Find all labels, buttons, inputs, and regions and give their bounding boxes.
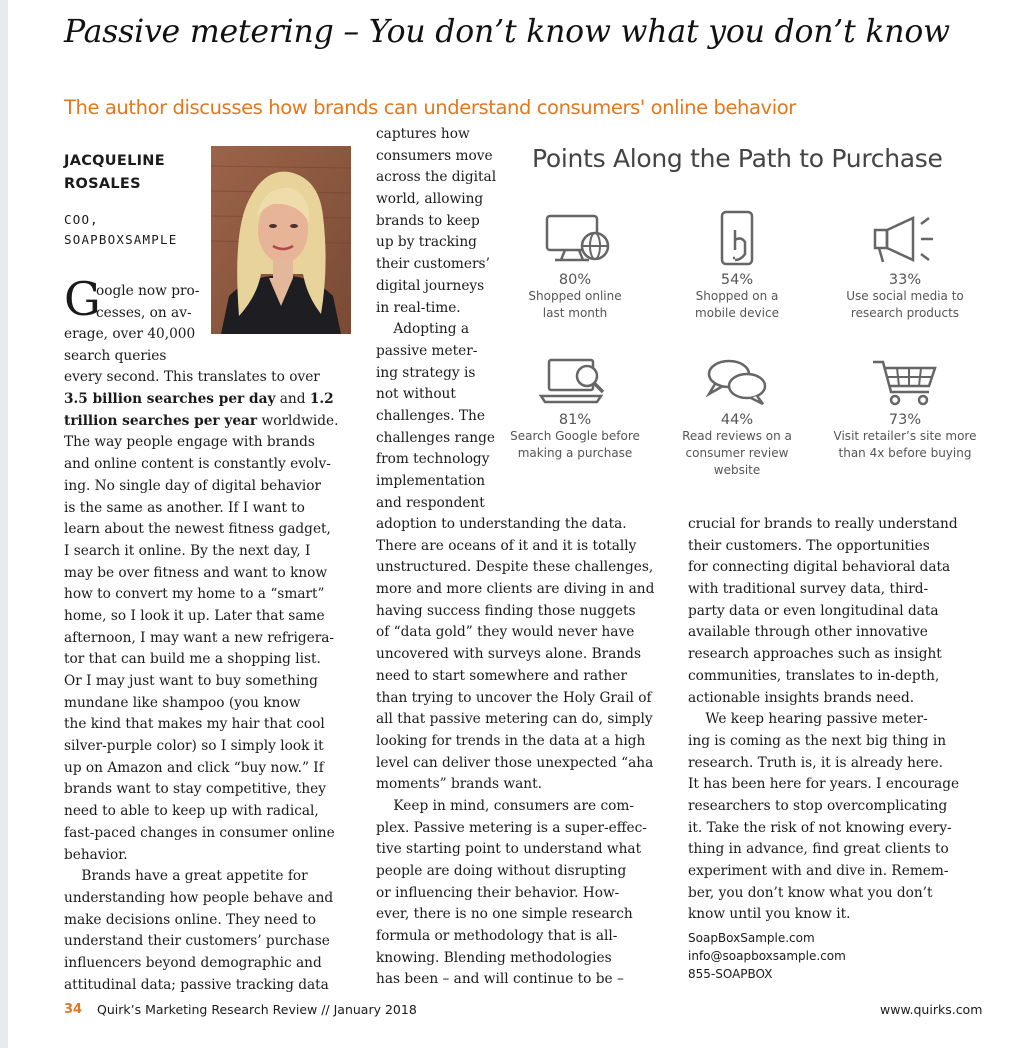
author-name-line: JACQUELINE: [64, 153, 165, 169]
stat-percent: 44%: [720, 412, 754, 428]
text-line-bold: [64, 389, 338, 411]
stat-percent: 54%: [720, 272, 754, 288]
stat-search-google: [500, 354, 650, 462]
stat-description: mobile device: [695, 306, 779, 320]
text-line: every second. This translates to over: [64, 369, 320, 386]
stat-description: consumer review website: [685, 446, 789, 477]
text-line: level can deliver those unexpected “aha: [376, 754, 654, 771]
text-line: understand their customers’ purchase: [64, 933, 330, 950]
text-line: all that passive metering can do, simply: [376, 711, 653, 728]
text-line: Adopting a: [376, 321, 470, 338]
stat-percent: 73%: [888, 412, 922, 428]
text-line: may be over fitness and want to know: [64, 564, 328, 581]
text-line: how to convert my home to a “smart”: [64, 586, 325, 603]
text-line: formula or methodology that is all-: [376, 928, 618, 945]
text-line: in real-time.: [376, 299, 461, 316]
text-line: research. Truth is, it is already here.: [688, 754, 943, 771]
infographic-path-to-purchase: [510, 140, 975, 480]
drop-cap: G: [64, 272, 101, 326]
text-line: communities, translates to in-depth,: [688, 667, 940, 684]
column-2-narrow: [376, 124, 496, 514]
contact-email: info@soapboxsample.com: [688, 949, 846, 963]
text-line: uncovered with surveys alone. Brands: [376, 646, 641, 663]
stat-description: Shopped online: [528, 289, 622, 303]
text-line: make decisions online. They need to: [64, 911, 317, 928]
text-line: moments” brands want.: [376, 776, 542, 793]
chat-bubbles-icon: [697, 354, 777, 410]
text-line: Keep in mind, consumers are com-: [376, 797, 634, 814]
text-line: digital journeys: [376, 277, 485, 294]
text-line: We keep hearing passive meter-: [688, 711, 928, 728]
laptop-search-icon: [535, 354, 615, 410]
stat-percent: 81%: [558, 412, 592, 428]
page-number: 34: [64, 1002, 83, 1017]
author-title-line: COO,: [64, 212, 99, 227]
text-line: has been – and will continue to be –: [376, 971, 624, 988]
phone-tap-icon: [697, 210, 777, 270]
text-line: brands to keep: [376, 212, 480, 229]
text-line: behavior.: [64, 846, 128, 863]
bold-stat: 1.2: [309, 391, 334, 408]
text-line: ing strategy is: [376, 364, 476, 381]
text-line: It has been here for years. I encourage: [688, 776, 960, 793]
text-line: and online content is constantly evolv-: [64, 456, 331, 473]
text-line: their customers’: [376, 256, 490, 273]
text-line: unstructured. Despite these challenges,: [376, 559, 654, 576]
text-line: oogle now pro-: [96, 283, 200, 299]
text-line: learn about the newest fitness gadget,: [64, 521, 331, 538]
text-line: erage, over 40,000: [64, 326, 196, 342]
stat-description: Visit retailer’s site more: [833, 429, 977, 443]
text-line: experiment with and dive in. Remem-: [688, 863, 949, 879]
infographic-title: Points Along the Path to Purchase: [532, 144, 943, 173]
stat-description: Use social media to: [846, 289, 964, 303]
publication-name: Quirk’s Marketing Research Review // January 2018: [97, 1002, 417, 1017]
text-line: ing. No single day of digital behavior: [64, 477, 322, 494]
text-line: it. Take the risk of not knowing every-: [688, 819, 952, 836]
text-line: There are oceans of it and it is totally: [376, 537, 637, 554]
article-title: Passive metering – You don’t know what you don’t know: [64, 14, 950, 50]
article-subtitle: The author discusses how brands can understand consumers' online behavior: [64, 96, 796, 119]
text-line: from technology: [376, 451, 490, 468]
text-line: ing is coming as the next big thing in: [688, 732, 947, 749]
text-line: is the same as another. If I want to: [64, 499, 305, 516]
text-line: know until you know it.: [688, 906, 851, 923]
column-3: [688, 514, 959, 926]
contact-phone: 855-SOAPBOX: [688, 967, 773, 981]
text-fragment: worldwide.: [257, 412, 339, 429]
column-1-body: [64, 324, 338, 996]
text-line: not without: [376, 386, 456, 403]
stat-description: Shopped on a: [695, 289, 779, 303]
text-line: or influencing their behavior. How-: [376, 884, 620, 901]
text-line: fast-paced changes in consumer online: [64, 824, 335, 841]
text-line: home, so I look it up. Later that same: [64, 607, 325, 624]
publication-url[interactable]: www.quirks.com: [880, 1002, 983, 1017]
text-line: afternoon, I may want a new refrigera-: [64, 629, 335, 646]
author-title: [64, 210, 177, 250]
text-line: silver-purple color) so I simply look it: [64, 738, 324, 755]
author-name: [64, 150, 165, 196]
column-2-wide: [376, 514, 654, 991]
text-line: researchers to stop overcomplicating: [688, 797, 948, 814]
text-line: need to start somewhere and rather: [376, 667, 628, 684]
contact-website: SoapBoxSample.com: [688, 931, 815, 945]
text-line: ever, there is no one simple research: [376, 906, 633, 923]
bold-stat: trillion searches per year: [64, 412, 258, 429]
text-line: search queries: [64, 347, 167, 364]
text-line: tor that can build me a shopping list.: [64, 651, 321, 668]
author-title-line: SOAPBOXSAMPLE: [64, 232, 178, 247]
text-line: world, allowing: [376, 191, 484, 208]
text-line-bold: [64, 411, 338, 433]
text-line: implementation: [376, 473, 486, 489]
text-line: the kind that makes my hair that cool: [64, 716, 325, 733]
text-line: having success finding those nuggets: [376, 602, 636, 619]
stat-social-media: [830, 210, 980, 322]
stat-description: Search Google before: [510, 429, 640, 443]
text-line: Or I may just want to buy something: [64, 673, 318, 689]
text-line: Brands have a great appetite for: [64, 868, 308, 885]
author-name-line: ROSALES: [64, 176, 141, 192]
text-line: across the digital: [376, 169, 497, 186]
shopping-cart-icon: [865, 354, 945, 410]
text-line: thing in advance, find great clients to: [688, 841, 949, 858]
text-line: looking for trends in the data at a high: [376, 732, 646, 749]
text-line: influencers beyond demographic and: [64, 954, 322, 971]
stat-percent: 80%: [558, 272, 592, 288]
megaphone-icon: [865, 210, 945, 270]
text-line: with traditional survey data, third-: [688, 581, 929, 598]
text-line: plex. Passive metering is a super-effec-: [376, 819, 647, 836]
column-1-intro: [96, 281, 199, 324]
text-line: passive meter-: [376, 342, 478, 359]
author-photo: [211, 146, 351, 334]
text-line: attitudinal data; passive tracking data: [64, 976, 329, 993]
text-line: up by tracking: [376, 234, 477, 251]
stat-description: making a purchase: [517, 446, 633, 460]
stat-description: Read reviews on a: [682, 429, 792, 443]
text-line: for connecting digital behavioral data: [688, 559, 951, 576]
stat-description: research products: [850, 306, 960, 320]
text-line: of “data gold” they would never have: [376, 624, 635, 641]
text-line: ber, you don’t know what you don’t: [688, 884, 933, 901]
text-line: consumers move: [376, 147, 493, 164]
stat-mobile-device: [662, 210, 812, 322]
text-line: party data or even longitudinal data: [688, 602, 939, 619]
bold-stat: 3.5 billion searches per day: [64, 391, 276, 408]
text-line: captures how: [376, 126, 470, 142]
stat-description: than 4x before buying: [838, 446, 972, 460]
text-line: need to able to keep up with radical,: [64, 803, 319, 820]
text-fragment: and: [275, 391, 310, 408]
text-line: understanding how people behave and: [64, 889, 334, 906]
text-line: research approaches such as insight: [688, 646, 942, 663]
text-line: challenges. The: [376, 407, 485, 424]
text-line: adoption to understanding the data.: [376, 516, 627, 532]
text-line: and respondent: [376, 494, 485, 511]
text-line: The way people engage with brands: [64, 434, 315, 451]
text-line: actionable insights brands need.: [688, 689, 915, 706]
text-line: available through other innovative: [688, 624, 928, 641]
text-line: I search it online. By the next day, I: [64, 542, 311, 559]
text-line: mundane like shampoo (you know: [64, 694, 301, 711]
text-line: up on Amazon and click “buy now.” If: [64, 759, 324, 776]
stat-shopped-online: [500, 210, 650, 322]
stat-description: last month: [542, 306, 608, 320]
computer-globe-icon: [535, 210, 615, 270]
text-line: people are doing without disrupting: [376, 863, 627, 879]
text-line: their customers. The opportunities: [688, 537, 930, 554]
text-line: tive starting point to understand what: [376, 841, 642, 858]
text-line: challenges range: [376, 429, 495, 446]
text-line: crucial for brands to really understand: [688, 516, 958, 532]
stat-retailer-site: [830, 354, 980, 462]
text-line: brands want to stay competitive, they: [64, 781, 327, 798]
author-portrait-illustration: [211, 146, 351, 334]
text-line: cesses, on av-: [96, 304, 192, 321]
text-line: than trying to uncover the Holy Grail of: [376, 689, 652, 706]
stat-read-reviews: [662, 354, 812, 479]
text-line: more and more clients are diving in and: [376, 581, 655, 598]
contact-info: [688, 929, 846, 983]
text-line: knowing. Blending methodologies: [376, 949, 612, 966]
stat-percent: 33%: [888, 272, 922, 288]
page-edge: [0, 0, 8, 1048]
